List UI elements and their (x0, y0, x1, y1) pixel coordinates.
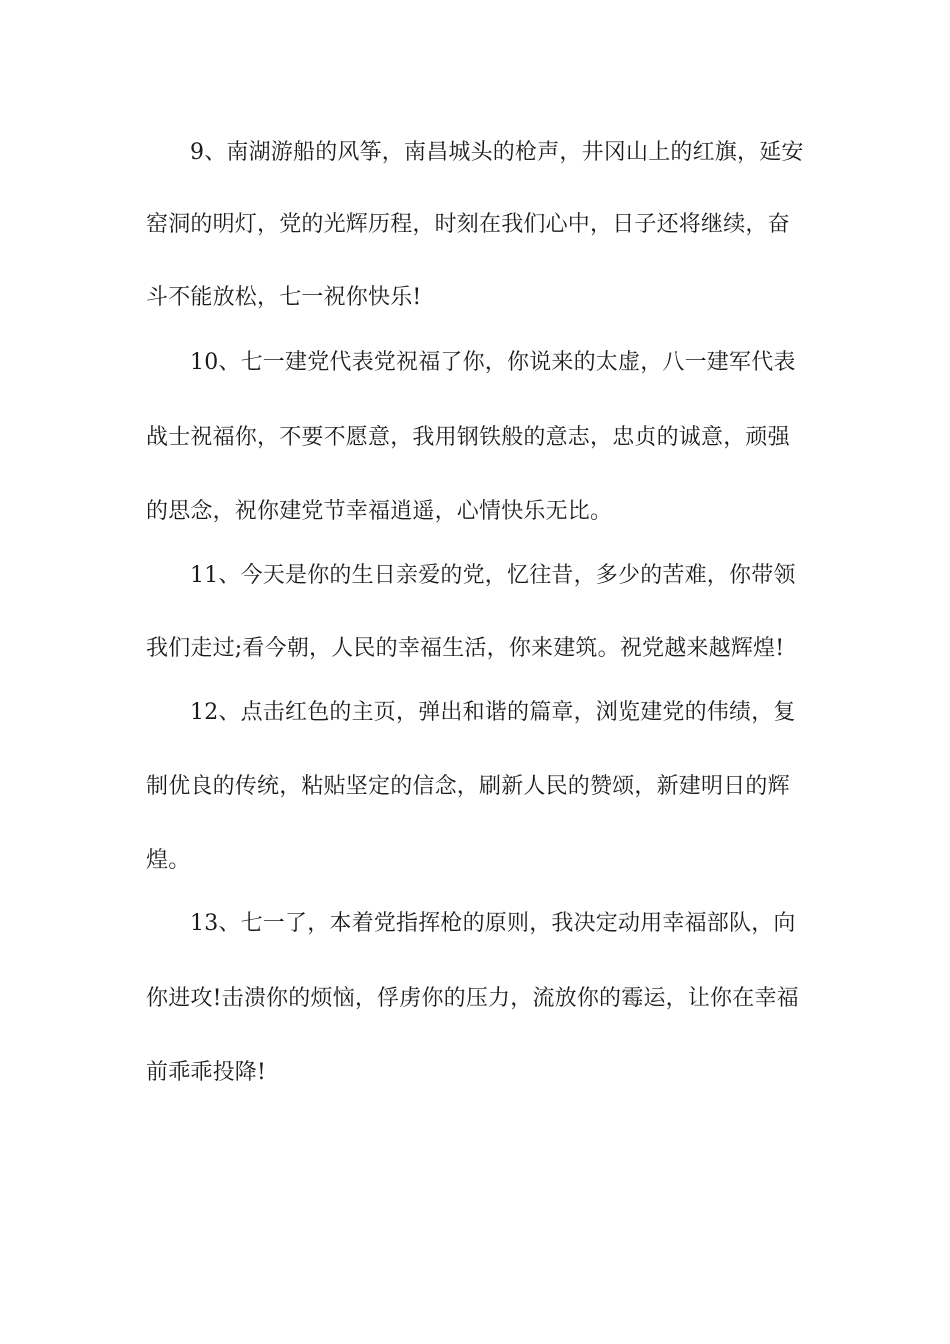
paragraph-9-line-1: 9、南湖游船的风筝，南昌城头的枪声，井冈山上的红旗，延安 (190, 140, 804, 165)
paragraph-13-line-1: 13、七一了，本着党指挥枪的原则，我决定动用幸福部队，向 (190, 911, 796, 936)
paragraph-13-line-2: 你进攻!击溃你的烦恼，俘虏你的压力，流放你的霉运，让你在幸福 (146, 986, 799, 1011)
paragraph-10-line-2: 战士祝福你，不要不愿意，我用钢铁般的意志，忠贞的诚意，顽强 (146, 425, 790, 450)
paragraph-12-line-2: 制优良的传统，粘贴坚定的信念，刷新人民的赞颂，新建明日的辉 (146, 774, 790, 799)
paragraph-12-line-1: 12、点击红色的主页，弹出和谐的篇章，浏览建党的伟绩，复 (190, 700, 796, 725)
paragraph-10-line-3: 的思念，祝你建党节幸福逍遥，心情快乐无比。 (146, 499, 613, 524)
paragraph-11-line-2: 我们走过;看今朝，人民的幸福生活，你来建筑。祝党越来越辉煌! (146, 636, 785, 661)
paragraph-9-line-3: 斗不能放松，七一祝你快乐! (146, 285, 422, 310)
paragraph-12-line-3: 煌。 (146, 848, 191, 873)
paragraph-10-line-1: 10、七一建党代表党祝福了你，你说来的太虚，八一建军代表 (190, 350, 796, 375)
paragraph-9-line-2: 窑洞的明灯，党的光辉历程，时刻在我们心中，日子还将继续，奋 (146, 212, 790, 237)
paragraph-11-line-1: 11、今天是你的生日亲爱的党，忆往昔，多少的苦难，你带领 (190, 563, 796, 588)
paragraph-13-line-3: 前乖乖投降! (146, 1060, 267, 1085)
